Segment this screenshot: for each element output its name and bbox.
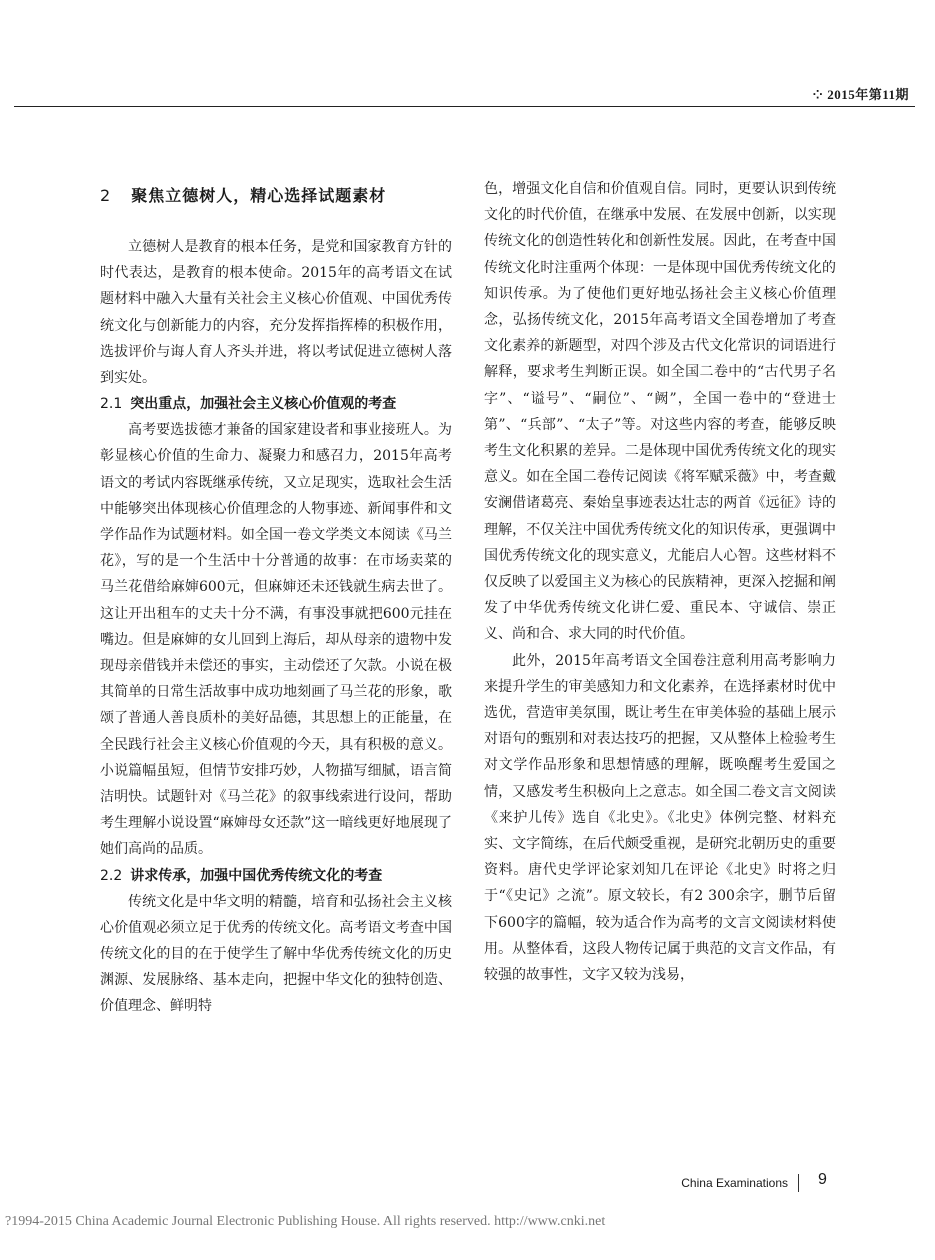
copyright-line: ?1994-2015 China Academic Journal Electronic Publishing House. All rights reserved. http://www.cnki.net xyxy=(5,1214,606,1229)
subsection-title: 突出重点，加强社会主义核心价值观的考查 xyxy=(130,396,397,413)
subsection-heading-2-2 xyxy=(100,863,452,889)
right-column xyxy=(484,176,836,988)
section-number: 2 xyxy=(100,186,112,205)
subsection-number: 2.1 xyxy=(100,396,123,413)
section-title: 聚焦立德树人，精心选择试题素材 xyxy=(131,186,387,205)
journal-name: China Examinations xyxy=(681,1174,799,1192)
dots-icon: ⁘ xyxy=(812,88,824,102)
subsection-title: 讲求传承，加强中国优秀传统文化的考查 xyxy=(130,867,383,884)
issue-label xyxy=(813,84,909,103)
subsection-heading-2-1 xyxy=(100,391,452,417)
page-header xyxy=(14,78,915,107)
section-heading xyxy=(100,182,452,210)
issue-text: 2015年第11期 xyxy=(827,87,909,102)
continued-paragraph: 色，增强文化自信和价值观自信。同时，更要认识到传统文化的时代价值，在继承中发展、在发展中创新，以实现传统文化的创造性转化和创新性发展。因此，在考查中国传统文化时注重两个体现：一是体现中国优秀传统文化的知识传承。为了使他们更好地弘扬社会主义核心价值理念，弘扬传统文化，2015年高考语文全国卷增加了考查文化素养的新题型，对四个涉及古代文化常识的词语进行解释，要求考生判断正误。如全国二卷中的“古代男子名字”、“谥号”、“嗣位”、“阙”，全国一卷中的“登进士第”、“兵部”、“太子”等。对这些内容的考查，能够反映考生文化积累的差异。二是体现中国优秀传统文化的现实意义。如在全国二卷传记阅读《将军赋采薇》中，考查戴安澜借诸葛亮、秦始皇事迹表达壮志的两首《远征》诗的理解，不仅关注中国优秀传统文化的知识传承，更强调中国优秀传统文化的现实意义，尤能启人心智。这些材料不仅反映了以爱国主义为核心的民族精神，更深入挖掘和阐发了中华优秀传统文化讲仁爱、重民本、守诚信、崇正义、尚和合、求大同的时代价值。 xyxy=(484,181,836,643)
left-column xyxy=(100,176,452,1020)
intro-paragraph: 立德树人是教育的根本任务，是党和国家教育方针的时代表达，是教育的根本使命。2015年的高考语文在试题材料中融入大量有关社会主义核心价值观、中国优秀传统文化与创新能力的内容，充分发挥指挥棒的积极作用，选拔评价与诲人育人齐头并进，将以考试促进立德树人落到实处。 xyxy=(100,239,452,387)
subsection-2-1-paragraph: 高考要选拔德才兼备的国家建设者和事业接班人。为彰显核心价值的生命力、凝聚力和感召力，2015年高考语文的考试内容既继承传统，又立足现实，选取社会生活中能够突出体现核心价值理念的人物事迹、新闻事件和文学作品作为试题材料。如全国一卷文学类文本阅读《马兰花》，写的是一个生活中十分普通的故事：在市场卖菜的马兰花借给麻婶600元，但麻婶还未还钱就生病去世了。这让开出租车的丈夫十分不满，有事没事就把600元挂在嘴边。但是麻婶的女儿回到上海后，却从母亲的遗物中发现母亲借钱并未偿还的事实，主动偿还了欠款。小说在极其简单的日常生活故事中成功地刻画了马兰花的形象，歌颂了普通人善良质朴的美好品德，其思想上的正能量，在全民践行社会主义核心价值观的今天，具有积极的意义。小说篇幅虽短，但情节安排巧妙，人物描写细腻，语言简洁明快。试题针对《马兰花》的叙事线索进行设问，帮助考生理解小说设置“麻婶母女还款”这一暗线更好地展现了她们高尚的品质。 xyxy=(100,422,452,858)
subsection-2-2-paragraph: 传统文化是中华文明的精髓，培育和弘扬社会主义核心价值观必须立足于优秀的传统文化。高考语文考查中国传统文化的目的在于使学生了解中华优秀传统文化的历史渊源、发展脉络、基本走向，把握中华文化的独特创造、价值理念、鲜明特 xyxy=(100,893,452,1015)
aesthetic-paragraph: 此外，2015年高考语文全国卷注意利用高考影响力来提升学生的审美感知力和文化素养，在选择素材时优中选优，营造审美氛围，既让考生在审美体验的基础上展示对语句的甄别和对表达技巧的把握，又从整体上检验考生对文学作品形象和思想情感的理解，既唤醒考生爱国之情，又感发考生积极向上之意志。如全国二卷文言文阅读《来护儿传》选自《北史》。《北史》体例完整、材料充实、文字简练，在后代颇受重视，是研究北朝历史的重要资料。唐代史学评论家刘知几在评论《北史》时将之归于“《史记》之流”。原文较长，有2 300余字，删节后留下600字的篇幅，较为适合作为高考的文言文阅读材料使用。从整体看，这段人物传记属于典范的文言文作品，有较强的故事性，文字又较为浅易， xyxy=(484,652,836,984)
page-number: 9 xyxy=(818,1171,827,1188)
subsection-number: 2.2 xyxy=(100,867,123,884)
